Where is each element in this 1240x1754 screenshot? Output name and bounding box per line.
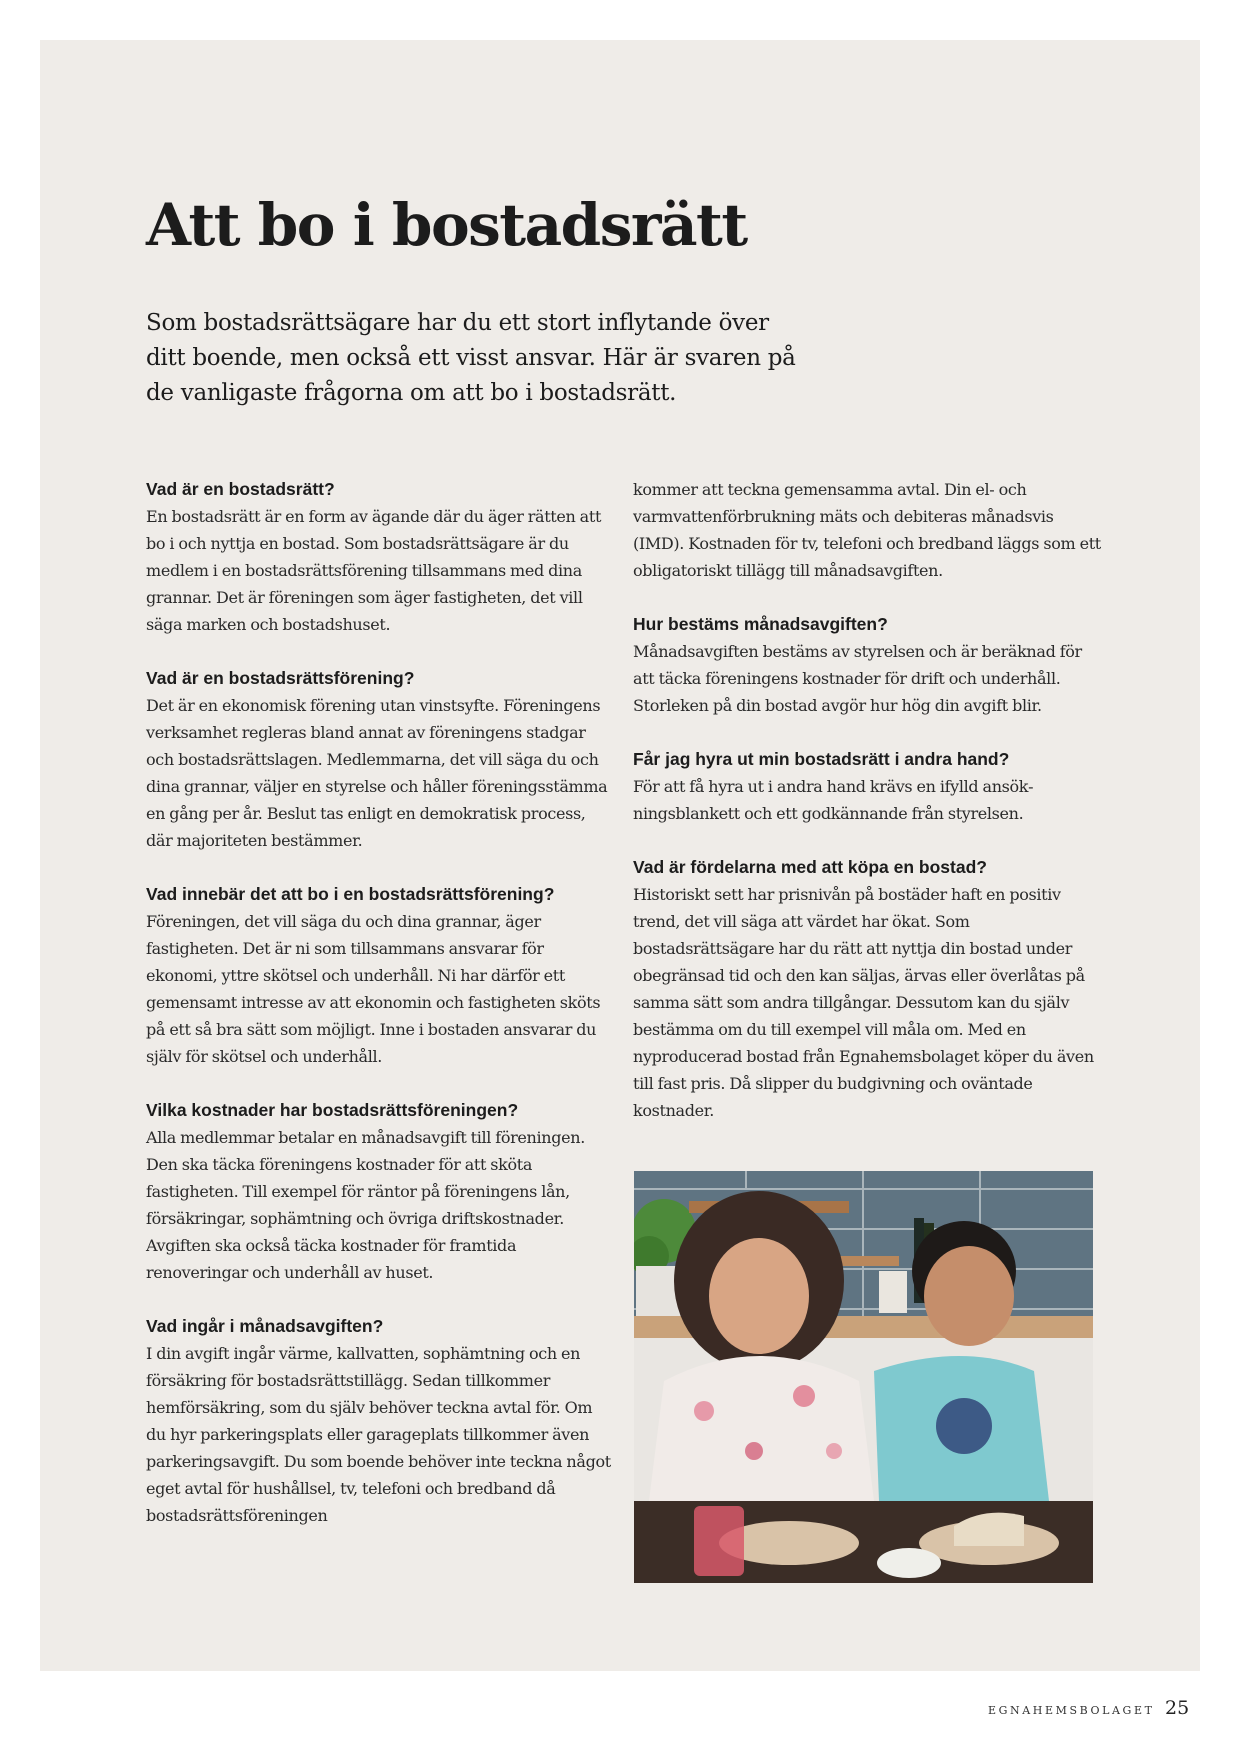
faq-item-continued (633, 476, 1103, 584)
faq-answer: kommer att teckna gemensamma avtal. Din el- och varmvattenförbrukning mäts och debiteras månadsvis (IMD). Kostnaden för tv, telefoni och bredband läggs som ett obligatoriskt tillägg till månadsavgiften. (633, 480, 1101, 580)
faq-item (633, 854, 1103, 1124)
faq-item (633, 611, 1103, 719)
faq-question: Vad innebär det att bo i en bostadsrättsförening? (146, 884, 555, 904)
faq-item (146, 476, 616, 638)
faq-question: Vad är en bostadsrättsförening? (146, 668, 415, 688)
faq-item (146, 665, 616, 854)
faq-answer: Alla medlemmar betalar en månadsavgift till föreningen. Den ska täcka föreningens kostnader för att sköta fastigheten. Till exempel för räntor på föreningens lån, försäkringar, sophämtning och övriga driftskostnader. Avgiften ska också täcka kostnader för framtida renoveringar och underhåll av huset. (146, 1128, 585, 1282)
footer-brand: EGNAHEMSBOLAGET (988, 1704, 1155, 1717)
faq-item (146, 1097, 616, 1286)
page-number: 25 (1165, 1697, 1190, 1719)
page-title: Att bo i bostadsrätt (146, 191, 747, 259)
faq-question: Hur bestäms månadsavgiften? (633, 614, 888, 634)
faq-question: Vilka kostnader har bostadsrättsföreningen? (146, 1100, 519, 1120)
lede-paragraph: Som bostadsrättsägare har du ett stort inflytande över ditt boende, men också ett visst ansvar. Här är svaren på de vanligaste frågorna om att bo i bostadsrätt. (146, 310, 796, 406)
kitchen-photo (634, 1171, 1093, 1583)
faq-answer: Månadsavgiften bestäms av styrelsen och är beräknad för att täcka föreningens kostnader för drift och underhåll. Storleken på din bostad avgör hur hög din avgift blir. (633, 642, 1082, 715)
faq-answer: Det är en ekonomisk förening utan vinstsyfte. Föreningens verksamhet regleras bland annat av föreningens stadgar och bostadsrättslagen. Medlemmarna, det vill säga du och dina grannar, väljer en styrelse och håller föreningsstämma en gång per år. Beslut tas enligt en demokratisk process, där majoriteten bestämmer. (146, 696, 608, 850)
faq-question: Vad är fördelarna med att köpa en bostad? (633, 857, 987, 877)
faq-answer: En bostadsrätt är en form av ägande där du äger rätten att bo i och nyttja en bostad. Som bostadsrättsägare är du medlem i en bostadsrättsförening tillsammans med dina grannar. Det är föreningen som äger fastigheten, det vill säga marken och bostadshuset. (146, 507, 602, 634)
faq-answer: För att få hyra ut i andra hand krävs en ifylld ansökningsblankett och ett godkännande från styrelsen. (633, 777, 1034, 823)
faq-question: Får jag hyra ut min bostadsrätt i andra hand? (633, 749, 1010, 769)
right-column (633, 476, 1103, 1151)
faq-item (146, 1313, 616, 1529)
faq-answer: Föreningen, det vill säga du och dina grannar, äger fastigheten. Det är ni som tillsammans ansvarar för ekonomi, yttre skötsel och underhåll. Ni har därför ett gemensamt intresse av att ekonomin och fastigheten sköts på ett så bra sätt som möjligt. Inne i bostaden ansvarar du själv för skötsel och underhåll. (146, 912, 601, 1066)
faq-answer: I din avgift ingår värme, kallvatten, sophämtning och en försäkring för bostadsrättstillägg. Sedan tillkommer hemförsäkring, som du själv behöver teckna avtal för. Om du hyr parkeringsplats eller garageplats tillkommer även parkeringsavgift. Du som boende behöver inte teckna något eget avtal för hushållsel, tv, telefoni och bredband då bostadsrättsföreningen (146, 1344, 611, 1525)
faq-answer: Historiskt sett har prisnivån på bostäder haft en positiv trend, det vill säga att värdet har ökat. Som bostadsrättsägare har du rätt att nyttja din bostad under obegränsad tid och den kan säljas, ärvas eller överlåtas på samma sätt som andra tillgångar. Dessutom kan du själv bestämma om du till exempel vill måla om. Med en nyproducerad bostad från Egnahemsbolaget köper du även till fast pris. Då slipper du budgivning och oväntade kostnader. (633, 885, 1094, 1120)
faq-question: Vad är en bostadsrätt? (146, 479, 335, 499)
faq-question: Vad ingår i månadsavgiften? (146, 1316, 384, 1336)
faq-item (633, 746, 1103, 827)
faq-item (146, 881, 616, 1070)
left-column (146, 476, 616, 1556)
